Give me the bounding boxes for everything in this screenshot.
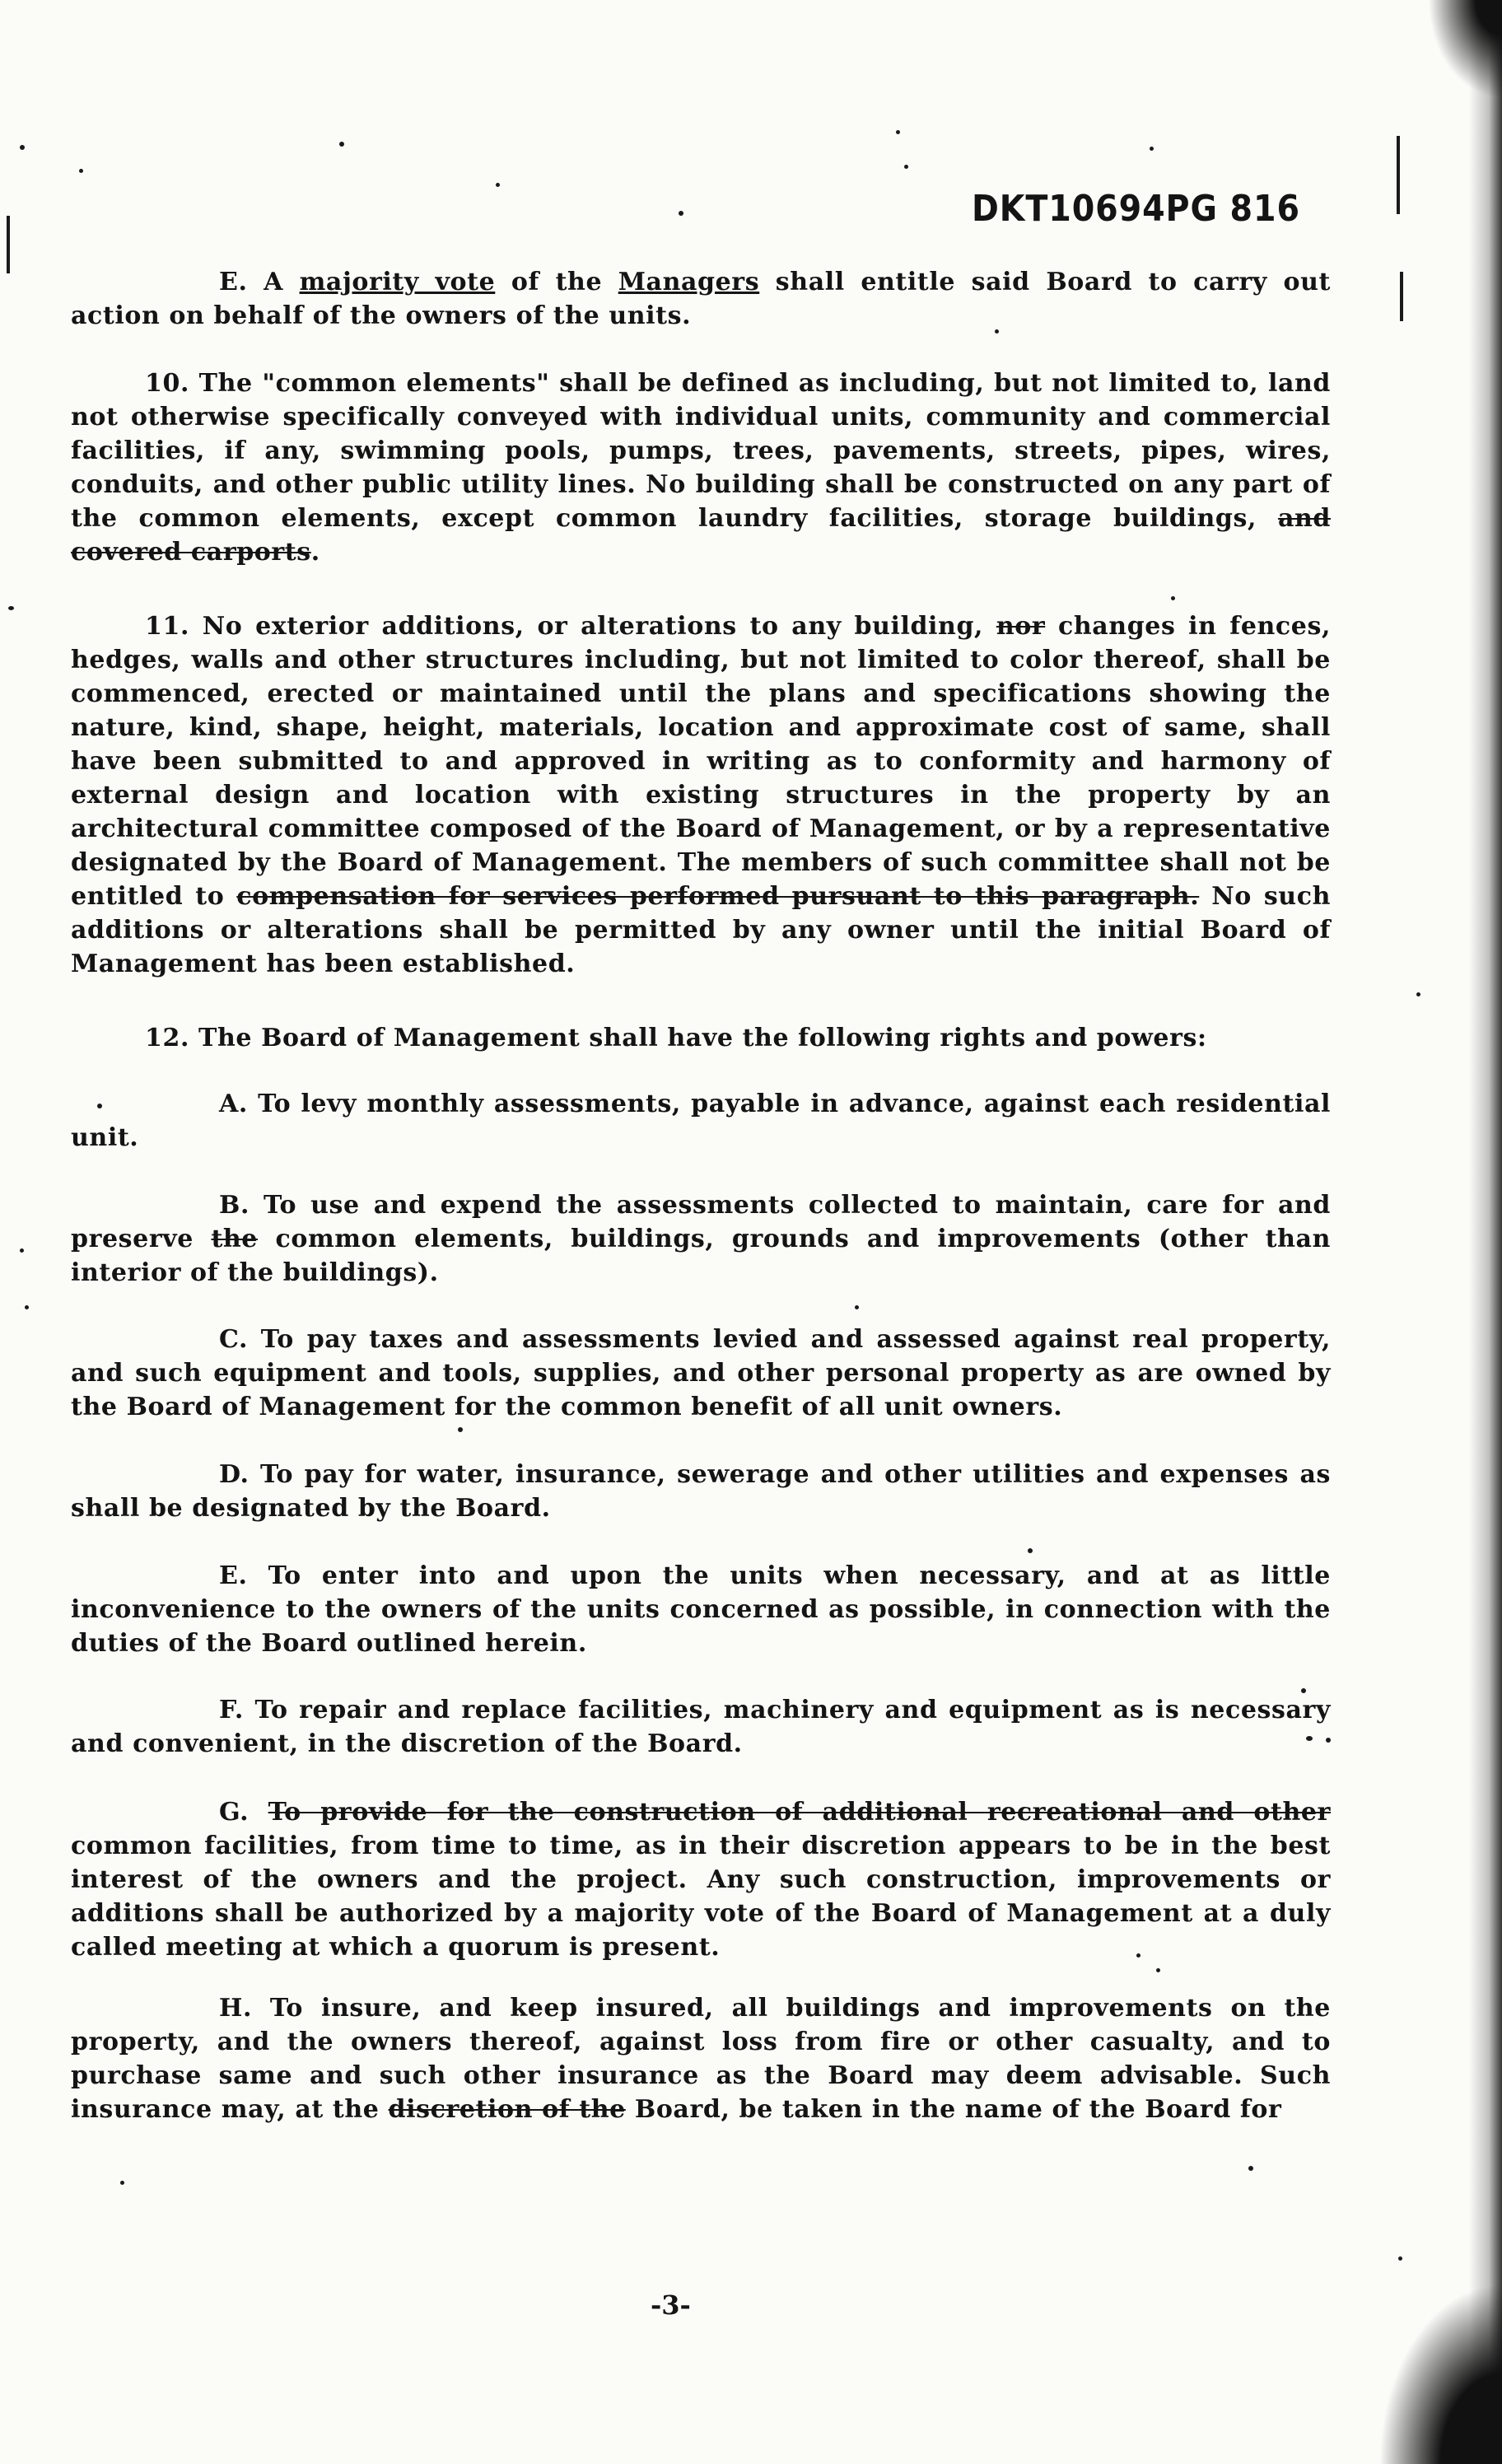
scan-speck bbox=[896, 130, 900, 134]
text-segment: . bbox=[310, 538, 320, 567]
text-segment: C. To pay taxes and assessments levied and assessed against real property, and such equipment and tools, supplies, and other personal property as are owned by the Board of Management for the common benefit of all unit owners. bbox=[71, 1325, 1331, 1421]
paragraph-12h bbox=[71, 1991, 1331, 2126]
paragraph-11 bbox=[71, 609, 1331, 981]
docket-stamp: DKT10694PG 816 bbox=[972, 188, 1300, 230]
margin-mark bbox=[1397, 136, 1400, 214]
paragraph-12g bbox=[71, 1795, 1331, 1964]
scan-speck bbox=[855, 1305, 859, 1309]
text-segment: 12. The Board of Management shall have the following rights and powers: bbox=[145, 1024, 1207, 1052]
margin-mark bbox=[1400, 272, 1403, 321]
paragraph-12c bbox=[71, 1323, 1331, 1424]
scan-speck bbox=[1301, 1688, 1306, 1693]
scan-edge-shadow bbox=[1469, 0, 1502, 2464]
page-number: -3- bbox=[651, 2289, 691, 2321]
text-segment: No such additions or alterations shall be permitted by any owner until the initial Board of Management has been established. bbox=[71, 882, 1331, 978]
scan-corner-shadow-top bbox=[1428, 0, 1502, 99]
scan-speck bbox=[1248, 2166, 1253, 2171]
scan-speck bbox=[1416, 992, 1420, 996]
text-segment: H. To insure, and keep insured, all buildings and improvements on the property, and the owners thereof, against loss from fire or other casualty, and to purchase same and such other insurance as the Board may deem advisable. Such insurance may, at the bbox=[71, 1994, 1331, 2124]
paragraph-12e bbox=[71, 1559, 1331, 1660]
text-segment: majority vote bbox=[299, 268, 496, 296]
scan-speck bbox=[1326, 1738, 1331, 1743]
paragraph-10 bbox=[71, 366, 1331, 569]
text-segment: A. To levy monthly assessments, payable in advance, against each residential unit. bbox=[71, 1090, 1331, 1152]
scan-speck bbox=[79, 169, 83, 173]
paragraph-12f bbox=[71, 1693, 1331, 1761]
scan-speck bbox=[25, 1305, 29, 1309]
text-segment: and covered carports bbox=[71, 504, 1331, 567]
scan-speck bbox=[339, 142, 344, 147]
text-segment: D. To pay for water, insurance, sewerage and other utilities and expenses as shall be designated by the Board. bbox=[71, 1460, 1331, 1523]
scan-speck bbox=[1136, 1953, 1140, 1958]
text-segment: of the bbox=[495, 268, 618, 296]
scan-speck bbox=[458, 1427, 463, 1432]
paragraph-12d bbox=[71, 1458, 1331, 1525]
scan-speck bbox=[1306, 1736, 1313, 1741]
scan-speck bbox=[8, 606, 14, 610]
scan-speck bbox=[679, 211, 683, 216]
scan-speck bbox=[1150, 147, 1154, 151]
scan-speck bbox=[20, 145, 25, 150]
text-segment: changes in fences, hedges, walls and other structures including, but not limited to color thereof, shall be commenced, erected or maintained until the plans and specifications showing the nature, kind, shape, height, materials, location and approximate cost of same, shall have been submitted to and approved in writing as to conformity and harmony of external design and location with existing structures in the property by an architectural committee composed of the Board of Management, or by a representative designated by the Board of Management. The members of such committee shall not be entitled to bbox=[71, 612, 1331, 911]
scan-speck bbox=[120, 2181, 124, 2185]
text-segment: common facilities, from time to time, as in their discretion appears to be in the best interest of the owners and the project. Any such construction, improvements or additions shall be authorized by a majority vote of the Board of Management at a duly called meeting at which a quorum is present. bbox=[71, 1832, 1331, 1962]
paragraph-12b bbox=[71, 1188, 1331, 1290]
text-segment: To provide for the construction of additional recreational and other bbox=[268, 1798, 1331, 1827]
text-segment: Board, be taken in the name of the Board for bbox=[625, 2095, 1282, 2124]
text-segment: nor bbox=[996, 612, 1046, 641]
scan-speck bbox=[20, 1248, 24, 1253]
text-segment: the bbox=[211, 1225, 258, 1253]
text-segment: F. To repair and replace facilities, machinery and equipment as is necessary and convenient, in the discretion of the Board. bbox=[71, 1696, 1331, 1758]
text-segment: E. A bbox=[219, 268, 300, 296]
text-segment: common elements, buildings, grounds and improvements (other than interior of the buildings). bbox=[71, 1225, 1331, 1287]
margin-mark bbox=[7, 216, 10, 273]
text-segment: Managers bbox=[618, 268, 760, 296]
scan-speck bbox=[904, 165, 908, 169]
paragraph-8e bbox=[71, 265, 1331, 333]
text-segment: B. To use and expend the assessments collected to maintain, care for and preserve bbox=[71, 1191, 1331, 1253]
paragraph-12 bbox=[71, 1021, 1331, 1055]
scan-speck bbox=[97, 1104, 102, 1108]
scan-speck bbox=[995, 329, 999, 334]
text-segment: G. bbox=[219, 1798, 268, 1827]
scan-speck bbox=[496, 183, 500, 187]
paragraph-12a bbox=[71, 1087, 1331, 1155]
scan-speck bbox=[1398, 2256, 1402, 2261]
scan-speck bbox=[1156, 1968, 1160, 1972]
text-segment: shall entitle said Board to carry out action on behalf of the owners of the units. bbox=[71, 268, 1331, 330]
scan-corner-shadow-bottom bbox=[1378, 2283, 1502, 2464]
text-segment: E. To enter into and upon the units when necessary, and at as little inconvenience to the owners of the units concerned as possible, in connection with the duties of the Board outlined herein. bbox=[71, 1561, 1331, 1658]
text-segment: compensation for services performed pursuant to this paragraph. bbox=[236, 882, 1200, 911]
scan-speck bbox=[1171, 596, 1175, 600]
text-segment: discretion of the bbox=[388, 2095, 626, 2124]
text-segment: 10. The "common elements" shall be defined as including, but not limited to, land not otherwise specifically conveyed with individual units, community and commercial facilities, if any, swimming pools, pumps, trees, pavements, streets, pipes, wires, conduits, and other public utility lines. No building shall be constructed on any part of the common elements, except common laundry facilities, storage buildings, bbox=[71, 369, 1331, 533]
text-segment: 11. No exterior additions, or alterations to any building, bbox=[145, 612, 996, 641]
scan-speck bbox=[1028, 1548, 1033, 1553]
